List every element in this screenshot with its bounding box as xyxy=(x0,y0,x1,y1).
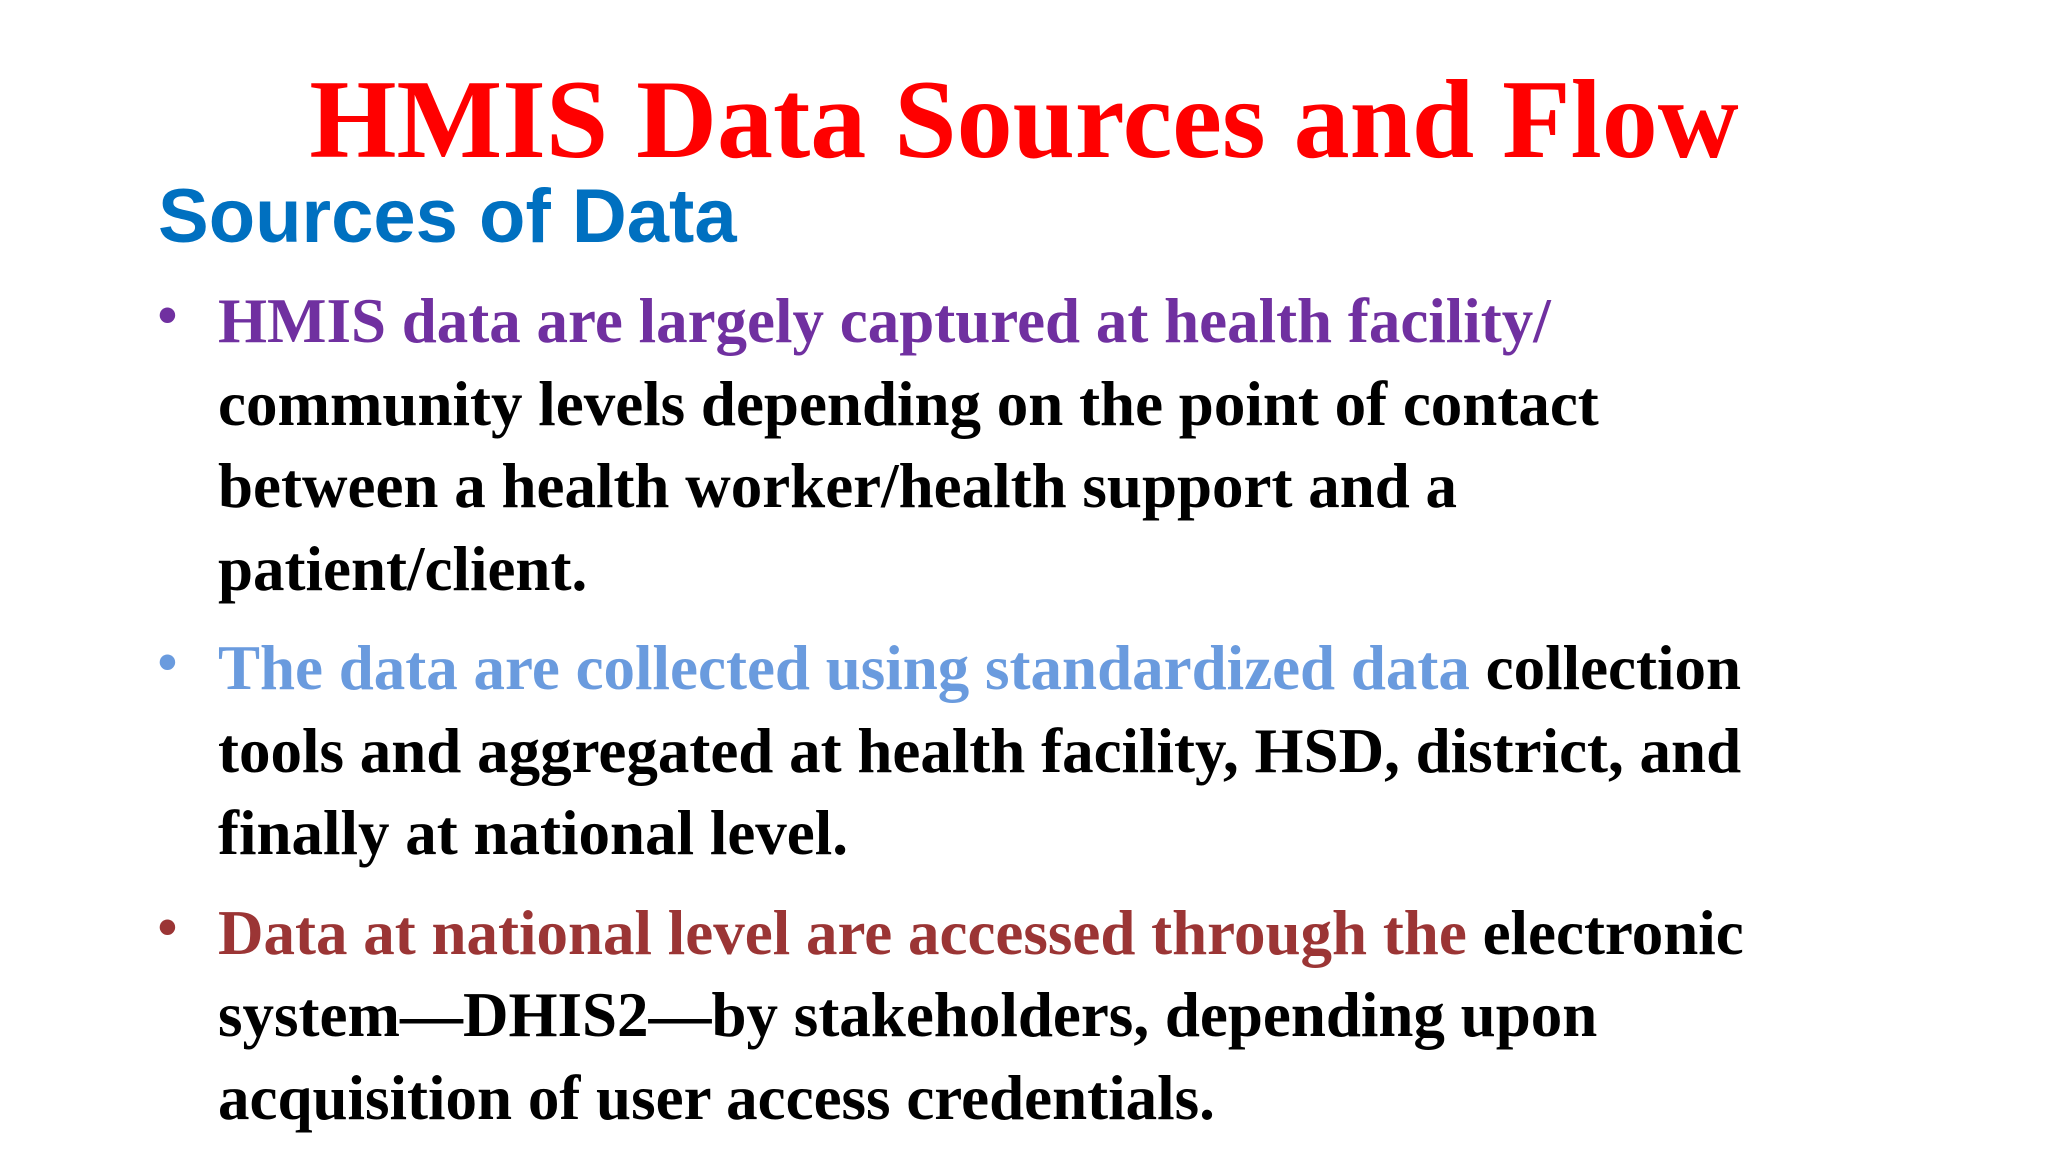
section-heading: Sources of Data xyxy=(158,174,737,259)
bullet-dot-icon: • xyxy=(158,632,177,692)
bullet-text: patient/client. xyxy=(218,533,588,604)
bullet-text-lead: The data are collected using standardized data xyxy=(218,633,1470,703)
bullet-text: finally at national level. xyxy=(218,798,848,868)
bullet-line xyxy=(218,627,1918,710)
bullet-text: system—DHIS2—by stakeholders, depending upon xyxy=(218,980,1598,1050)
bullet-text: tools and aggregated at health facility, HSD, district, and xyxy=(218,715,1742,786)
bullet-text: between a health worker/health support and a xyxy=(218,451,1458,521)
bullet-text-lead: Data at national level are accessed through the xyxy=(218,897,1467,968)
bullet-dot-icon: • xyxy=(158,896,177,957)
bullet-item-data-capture xyxy=(158,280,1918,610)
bullet-line xyxy=(218,892,1918,975)
bullet-text: electronic xyxy=(1466,897,1744,968)
bullet-item-data-collection xyxy=(158,627,1918,875)
bullet-item-data-access xyxy=(158,892,1918,1140)
bullet-text-lead: HMIS data are largely captured at health facility/ xyxy=(218,286,1551,356)
bullet-dot-icon: • xyxy=(158,285,177,345)
slide-title: HMIS Data Sources and Flow xyxy=(309,58,1739,182)
bullet-text: community levels depending on the point of contact xyxy=(218,368,1599,439)
bullet-text: acquisition of user access credentials. xyxy=(218,1062,1215,1133)
bullet-text: collection xyxy=(1469,633,1742,703)
bullet-list xyxy=(158,280,1918,1156)
